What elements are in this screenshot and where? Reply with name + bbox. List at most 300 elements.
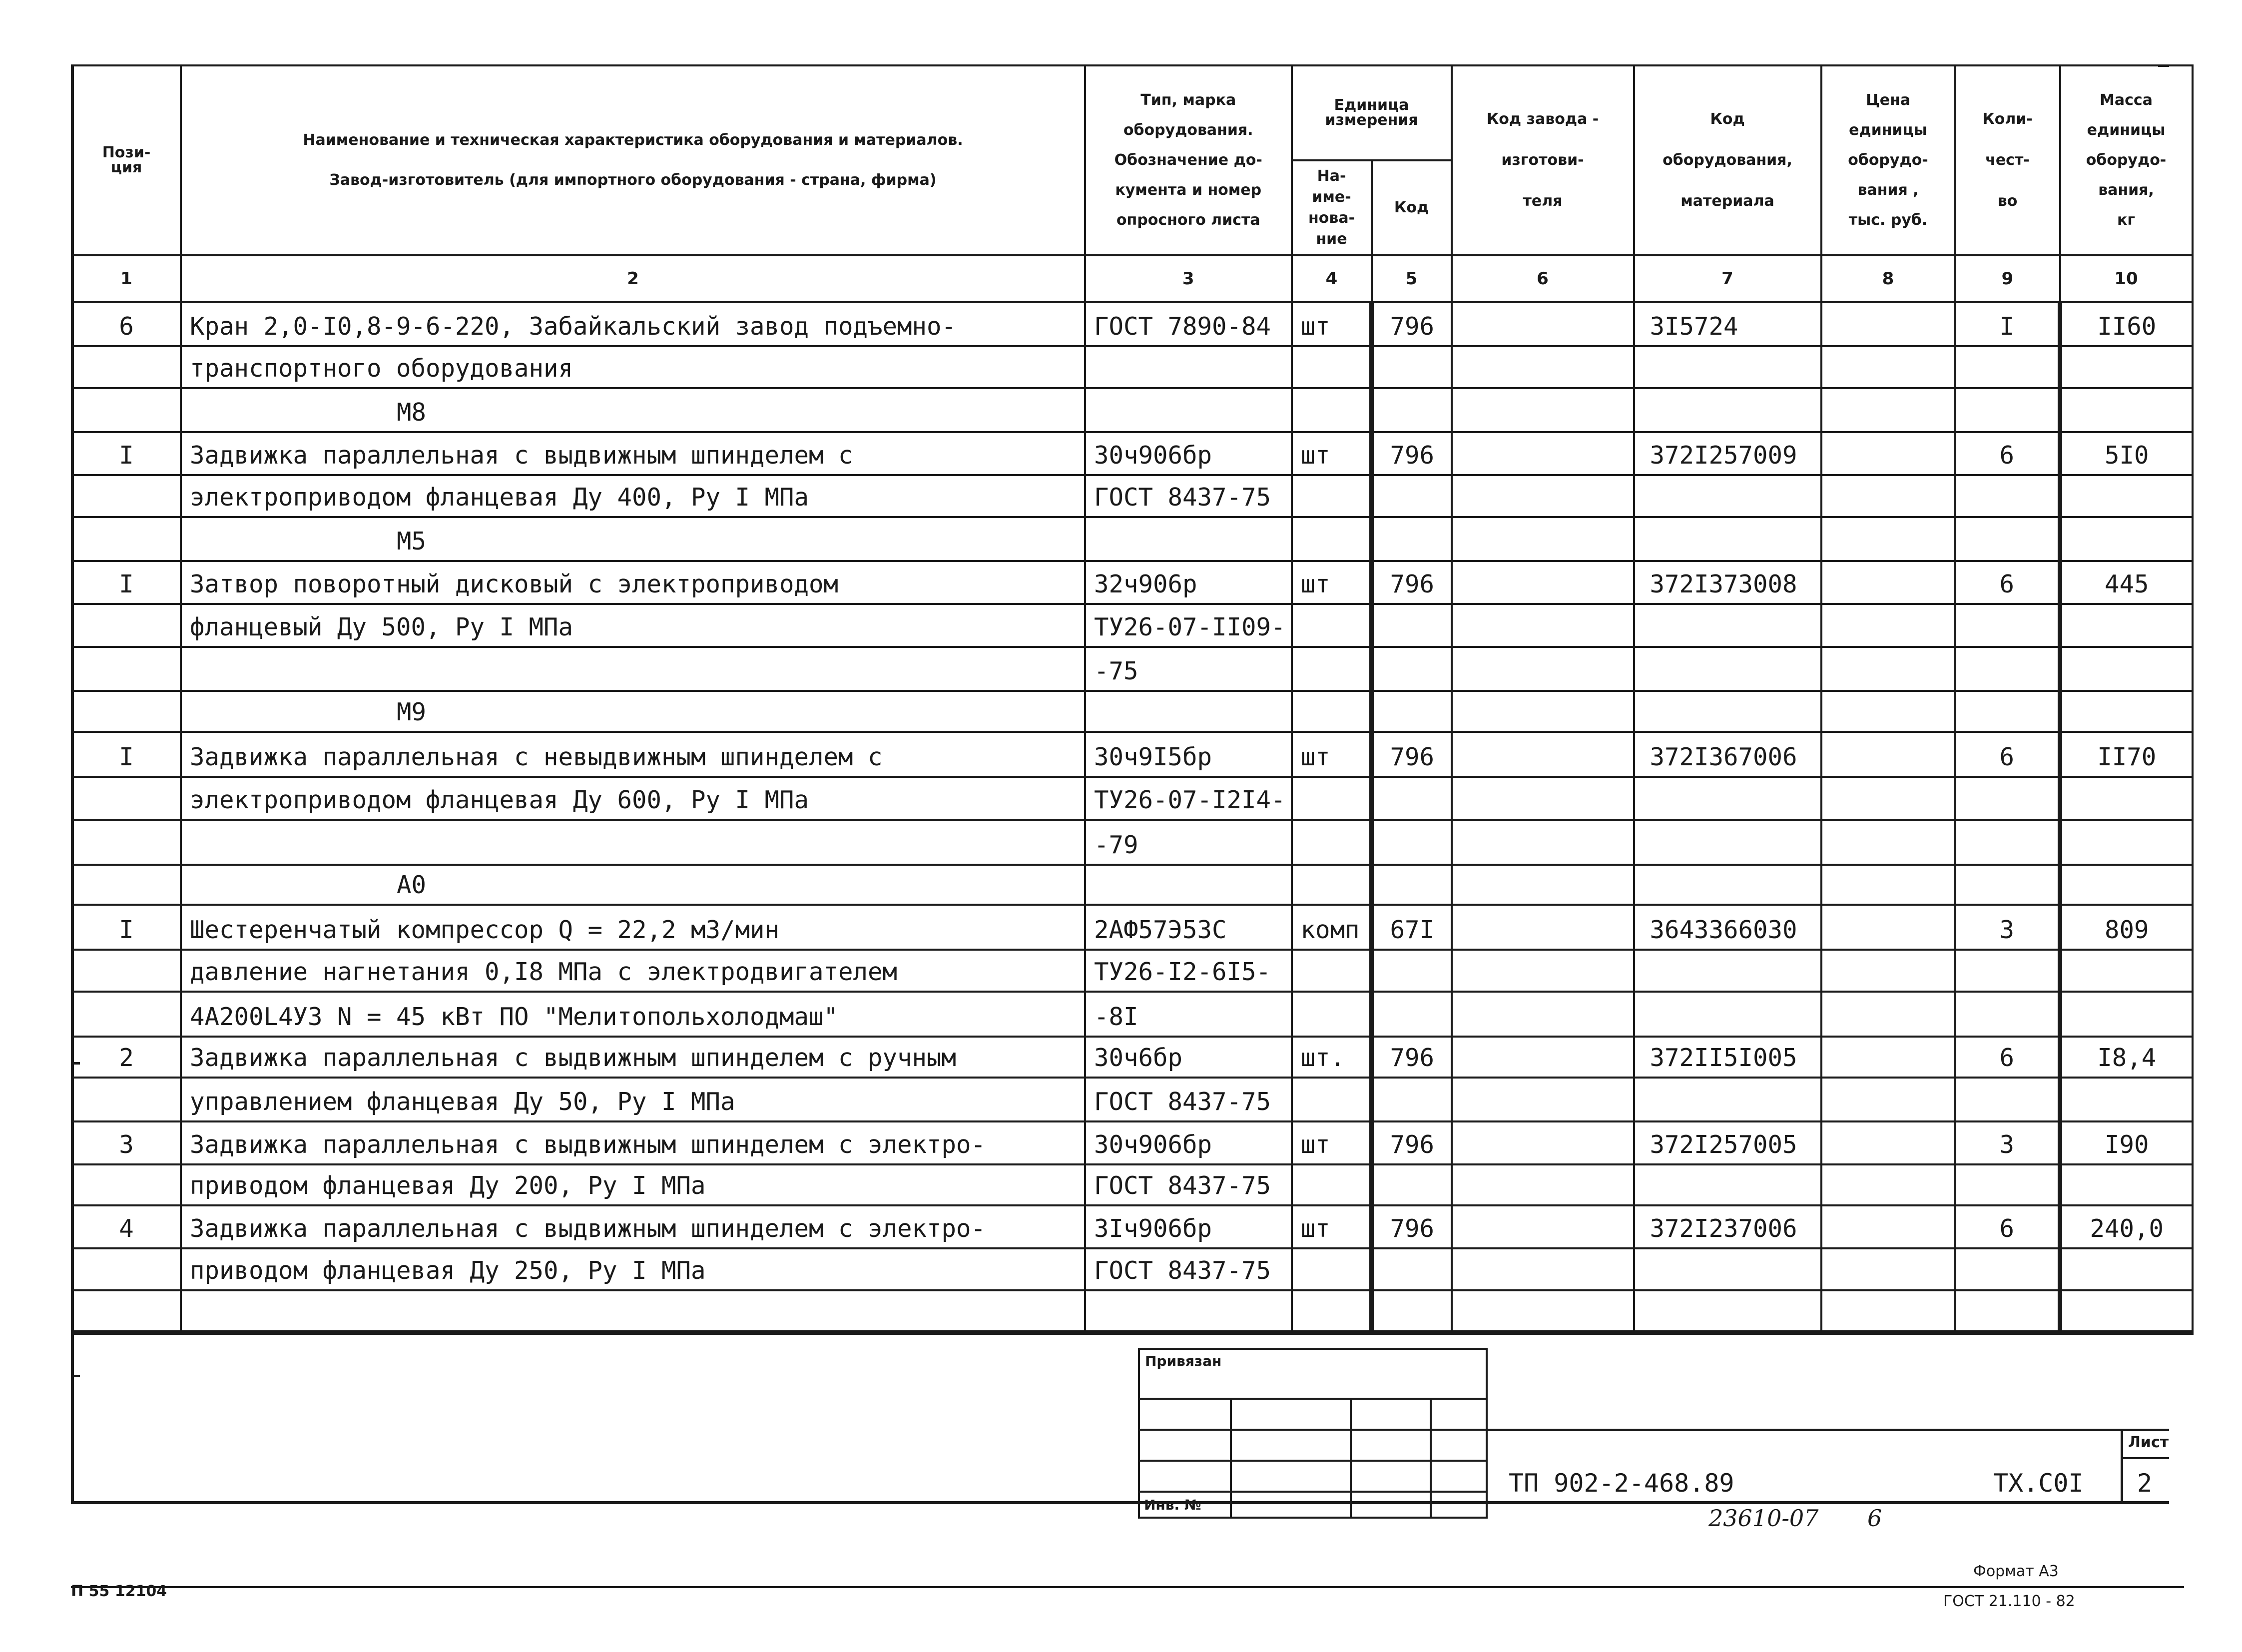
quantity-cell: 6	[1955, 1037, 2060, 1078]
price-cell	[1821, 950, 1955, 992]
header-plant-code: Код завода - изготови- теля	[1452, 65, 1634, 255]
unit-code-cell: 796	[1372, 732, 1452, 777]
quantity-cell	[1955, 604, 2060, 647]
name-cell: давление нагнетания 0,I8 МПа с электродвигателем	[181, 950, 1085, 992]
column-number: 7	[1634, 255, 1821, 302]
price-cell	[1821, 691, 1955, 732]
quantity-cell: 3	[1955, 905, 2060, 950]
type-cell: 2АФ57Э53С	[1085, 905, 1292, 950]
header-unit-price: Цена единицы оборудо- вания , тыс. руб.	[1821, 65, 1955, 255]
equipment-code-cell	[1634, 865, 1821, 905]
position-cell: 4	[72, 1205, 181, 1248]
name-cell: электроприводом фланцевая Ду 600, Ру I МПа	[181, 777, 1085, 820]
header-equipment-code: Код оборудования, материала	[1634, 65, 1821, 255]
position-cell: I	[72, 905, 181, 950]
mass-cell	[2060, 992, 2193, 1037]
unit-code-cell: 796	[1372, 302, 1452, 346]
plant-code-cell	[1452, 865, 1634, 905]
table-row	[72, 302, 2193, 346]
unit-code-cell	[1372, 1290, 1452, 1332]
unit-name-cell	[1292, 346, 1372, 388]
unit-name-cell	[1292, 865, 1372, 905]
position-cell: I	[72, 432, 181, 475]
handwritten-page: 6	[1867, 1505, 1882, 1532]
table-row	[72, 647, 2193, 691]
stamp-cell	[1139, 1399, 1231, 1430]
stamp-cell	[1431, 1461, 1487, 1492]
stamp-cell	[1231, 1492, 1351, 1518]
plant-code-cell	[1452, 1037, 1634, 1078]
price-cell	[1821, 604, 1955, 647]
price-cell	[1821, 1290, 1955, 1332]
unit-code-cell	[1372, 346, 1452, 388]
unit-name-cell: шт	[1292, 732, 1372, 777]
unit-code-cell	[1372, 1164, 1452, 1205]
name-cell: Кран 2,0-I0,8-9-6-220, Забайкальский завод подъемно-	[181, 302, 1085, 346]
position-cell	[72, 604, 181, 647]
table-row	[72, 1164, 2193, 1205]
price-cell	[1821, 992, 1955, 1037]
plant-code-cell	[1452, 1290, 1634, 1332]
table-row	[72, 992, 2193, 1037]
mass-cell: I8,4	[2060, 1037, 2193, 1078]
mass-cell: 5I0	[2060, 432, 2193, 475]
unit-code-cell	[1372, 1078, 1452, 1121]
equipment-code-cell	[1634, 647, 1821, 691]
plant-code-cell	[1452, 1121, 1634, 1164]
header-type: Тип, марка оборудования. Обозначение до- кумента и номер опросного листа	[1085, 65, 1292, 255]
unit-code-cell	[1372, 475, 1452, 517]
type-cell: -8I	[1085, 992, 1292, 1037]
name-cell	[181, 820, 1085, 865]
price-cell	[1821, 346, 1955, 388]
name-cell: Задвижка параллельная с выдвижным шпинделем с ручным	[181, 1037, 1085, 1078]
unit-code-cell	[1372, 604, 1452, 647]
position-cell	[72, 820, 181, 865]
unit-code-cell	[1372, 777, 1452, 820]
type-cell: 30ч9I5бр	[1085, 732, 1292, 777]
type-cell: -79	[1085, 820, 1292, 865]
unit-name-cell: шт.	[1292, 1037, 1372, 1078]
table-row	[72, 905, 2193, 950]
price-cell	[1821, 475, 1955, 517]
unit-name-cell	[1292, 992, 1372, 1037]
type-cell	[1085, 865, 1292, 905]
position-cell: I	[72, 732, 181, 777]
column-number: 2	[181, 255, 1085, 302]
equipment-code-cell: 372I373008	[1634, 561, 1821, 604]
quantity-cell: 6	[1955, 1205, 2060, 1248]
mass-cell	[2060, 647, 2193, 691]
unit-code-cell: 796	[1372, 1205, 1452, 1248]
mass-cell	[2060, 1164, 2193, 1205]
column-number: 1	[72, 255, 181, 302]
equipment-code-cell: 372I257009	[1634, 432, 1821, 475]
margin-tick	[71, 1375, 80, 1377]
table-row	[72, 865, 2193, 905]
plant-code-cell	[1452, 1078, 1634, 1121]
position-cell: I	[72, 561, 181, 604]
mass-cell	[2060, 475, 2193, 517]
unit-code-cell: 796	[1372, 1121, 1452, 1164]
equipment-code-cell	[1634, 388, 1821, 432]
stamp-cell	[1431, 1492, 1487, 1518]
unit-name-cell	[1292, 950, 1372, 992]
mass-cell	[2060, 777, 2193, 820]
plant-code-cell	[1452, 604, 1634, 647]
table-row	[72, 1248, 2193, 1290]
specification-table	[71, 64, 2194, 1335]
mass-cell	[2060, 604, 2193, 647]
table-row	[72, 732, 2193, 777]
stamp-cell	[1139, 1461, 1231, 1492]
header-unit-mass: Масса единицы оборудо- вания, кг	[2060, 65, 2193, 255]
price-cell	[1821, 432, 1955, 475]
unit-name-cell: шт	[1292, 1205, 1372, 1248]
quantity-cell	[1955, 1290, 2060, 1332]
name-cell	[181, 647, 1085, 691]
plant-code-cell	[1452, 517, 1634, 561]
equipment-code-cell: 372I367006	[1634, 732, 1821, 777]
header-quantity: Коли- чест- во	[1955, 65, 2060, 255]
plant-code-cell	[1452, 302, 1634, 346]
unit-name-cell	[1292, 777, 1372, 820]
mass-cell: 240,0	[2060, 1205, 2193, 1248]
section-code: ТХ.С0I	[1993, 1469, 2084, 1498]
unit-code-cell	[1372, 517, 1452, 561]
table-row	[72, 1078, 2193, 1121]
type-cell: ГОСТ 8437-75	[1085, 1078, 1292, 1121]
plant-code-cell	[1452, 388, 1634, 432]
stamp-inventory-label: Инв. №	[1139, 1492, 1231, 1518]
format-label: Формат А3	[1973, 1563, 2059, 1580]
mass-cell: II70	[2060, 732, 2193, 777]
type-cell: 30ч6бр	[1085, 1037, 1292, 1078]
plant-code-cell	[1452, 1205, 1634, 1248]
position-cell: 2	[72, 1037, 181, 1078]
position-cell	[72, 691, 181, 732]
quantity-cell	[1955, 475, 2060, 517]
stamp-cell	[1231, 1461, 1351, 1492]
equipment-code-cell	[1634, 1248, 1821, 1290]
mass-cell: 445	[2060, 561, 2193, 604]
quantity-cell: 3	[1955, 1121, 2060, 1164]
type-cell	[1085, 517, 1292, 561]
price-cell	[1821, 1248, 1955, 1290]
price-cell	[1821, 732, 1955, 777]
column-number: 3	[1085, 255, 1292, 302]
mass-cell	[2060, 1078, 2193, 1121]
column-number: 9	[1955, 255, 2060, 302]
quantity-cell	[1955, 388, 2060, 432]
price-cell	[1821, 865, 1955, 905]
plant-code-cell	[1452, 691, 1634, 732]
unit-code-cell: 796	[1372, 561, 1452, 604]
table-row	[72, 432, 2193, 475]
name-cell: приводом фланцевая Ду 200, Ру I МПа	[181, 1164, 1085, 1205]
quantity-cell	[1955, 517, 2060, 561]
name-cell: 4А200L4У3 N = 45 кВт ПО "Мелитопольхолодмаш"	[181, 992, 1085, 1037]
name-cell: Задвижка параллельная с выдвижным шпинделем с электро-	[181, 1121, 1085, 1164]
plant-code-cell	[1452, 647, 1634, 691]
mass-cell	[2060, 865, 2193, 905]
plant-code-cell	[1452, 475, 1634, 517]
type-cell: ТУ26-I2-6I5-	[1085, 950, 1292, 992]
position-cell	[72, 346, 181, 388]
unit-code-cell	[1372, 992, 1452, 1037]
unit-code-cell	[1372, 647, 1452, 691]
price-cell	[1821, 905, 1955, 950]
unit-code-cell	[1372, 388, 1452, 432]
equipment-code-cell	[1634, 992, 1821, 1037]
table-row	[72, 1037, 2193, 1078]
table-row	[72, 691, 2193, 732]
stamp-cell	[1139, 1430, 1231, 1461]
mass-cell: 809	[2060, 905, 2193, 950]
name-cell: Задвижка параллельная с выдвижным шпинделем с	[181, 432, 1085, 475]
stamp-cell	[1231, 1399, 1351, 1430]
equipment-code-cell: 3I5724	[1634, 302, 1821, 346]
type-cell: ГОСТ 8437-75	[1085, 1248, 1292, 1290]
position-cell	[72, 1078, 181, 1121]
stamp-cell	[1351, 1492, 1431, 1518]
table-row	[72, 820, 2193, 865]
table-row	[72, 346, 2193, 388]
document-code: ТП 902-2-468.89	[1509, 1469, 1734, 1498]
unit-code-cell: 67I	[1372, 905, 1452, 950]
unit-name-cell: шт	[1292, 302, 1372, 346]
unit-name-cell	[1292, 1164, 1372, 1205]
type-cell: -75	[1085, 647, 1292, 691]
equipment-code-cell	[1634, 346, 1821, 388]
header-unit-name: На- име- нова- ние	[1292, 160, 1372, 255]
mass-cell	[2060, 1290, 2193, 1332]
position-cell	[72, 865, 181, 905]
position-cell	[72, 950, 181, 992]
mass-cell	[2060, 820, 2193, 865]
equipment-code-cell	[1634, 475, 1821, 517]
unit-name-cell: комп	[1292, 905, 1372, 950]
unit-name-cell	[1292, 820, 1372, 865]
unit-code-cell: 796	[1372, 432, 1452, 475]
plant-code-cell	[1452, 1164, 1634, 1205]
unit-name-cell: шт	[1292, 1121, 1372, 1164]
table-row	[72, 388, 2193, 432]
price-cell	[1821, 1205, 1955, 1248]
quantity-cell	[1955, 950, 2060, 992]
name-cell: фланцевый Ду 500, Ру I МПа	[181, 604, 1085, 647]
stamp-attached-label: Привязан	[1139, 1349, 1487, 1399]
sheet-box-divider	[2121, 1457, 2169, 1459]
unit-name-cell	[1292, 1248, 1372, 1290]
equipment-code-cell	[1634, 517, 1821, 561]
type-cell: 30ч906бр	[1085, 432, 1292, 475]
type-cell	[1085, 1290, 1292, 1332]
unit-name-cell	[1292, 1078, 1372, 1121]
equipment-code-cell: 372I257005	[1634, 1121, 1821, 1164]
quantity-cell	[1955, 992, 2060, 1037]
price-cell	[1821, 1164, 1955, 1205]
mass-cell: I90	[2060, 1121, 2193, 1164]
quantity-cell	[1955, 1164, 2060, 1205]
price-cell	[1821, 777, 1955, 820]
quantity-cell	[1955, 777, 2060, 820]
column-number: 10	[2060, 255, 2193, 302]
plant-code-cell	[1452, 732, 1634, 777]
quantity-cell: 6	[1955, 561, 2060, 604]
title-block-top-line	[1486, 1429, 2169, 1431]
handwritten-number: 23610-07	[1708, 1505, 1819, 1532]
price-cell	[1821, 647, 1955, 691]
position-cell	[72, 647, 181, 691]
type-cell: ТУ26-07-I2I4-	[1085, 777, 1292, 820]
unit-code-cell	[1372, 691, 1452, 732]
quantity-cell	[1955, 1078, 2060, 1121]
position-cell	[72, 1164, 181, 1205]
position-cell	[72, 1290, 181, 1332]
equipment-code-cell: 3643366030	[1634, 905, 1821, 950]
plant-code-cell	[1452, 905, 1634, 950]
unit-code-cell	[1372, 950, 1452, 992]
equipment-code-cell	[1634, 1078, 1821, 1121]
unit-name-cell	[1292, 517, 1372, 561]
name-cell	[181, 1290, 1085, 1332]
name-cell: приводом фланцевая Ду 250, Ру I МПа	[181, 1248, 1085, 1290]
plant-code-cell	[1452, 992, 1634, 1037]
price-cell	[1821, 302, 1955, 346]
header-name: Наименование и техническая характеристика оборудования и материалов. Завод-изготовитель (для импортного оборудования - страна, фирма)	[181, 65, 1085, 255]
quantity-cell	[1955, 691, 2060, 732]
price-cell	[1821, 388, 1955, 432]
quantity-cell	[1955, 346, 2060, 388]
equipment-code-cell	[1634, 1290, 1821, 1332]
unit-code-cell: 796	[1372, 1037, 1452, 1078]
plant-code-cell	[1452, 820, 1634, 865]
column-number: 5	[1372, 255, 1452, 302]
type-cell: 30ч906бр	[1085, 1121, 1292, 1164]
unit-name-cell: шт	[1292, 432, 1372, 475]
mass-cell	[2060, 388, 2193, 432]
position-cell: 3	[72, 1121, 181, 1164]
plant-code-cell	[1452, 346, 1634, 388]
position-cell	[72, 517, 181, 561]
quantity-cell	[1955, 820, 2060, 865]
table-row	[72, 1290, 2193, 1332]
position-cell	[72, 475, 181, 517]
quantity-cell	[1955, 865, 2060, 905]
table-row	[72, 517, 2193, 561]
header-unit: Единица измерения	[1292, 65, 1452, 160]
name-cell: Затвор поворотный дисковый с электроприводом	[181, 561, 1085, 604]
column-number: 6	[1452, 255, 1634, 302]
name-cell: М5	[181, 517, 1085, 561]
type-cell: ГОСТ 8437-75	[1085, 1164, 1292, 1205]
position-cell	[72, 777, 181, 820]
column-number: 4	[1292, 255, 1372, 302]
name-cell: управлением фланцевая Ду 50, Ру I МПа	[181, 1078, 1085, 1121]
type-cell: ГОСТ 7890-84	[1085, 302, 1292, 346]
unit-name-cell: шт	[1292, 561, 1372, 604]
name-cell: Задвижка параллельная с выдвижным шпинделем с электро-	[181, 1205, 1085, 1248]
plant-code-cell	[1452, 950, 1634, 992]
price-cell	[1821, 561, 1955, 604]
price-cell	[1821, 820, 1955, 865]
equipment-code-cell	[1634, 691, 1821, 732]
table-row	[72, 475, 2193, 517]
table-row	[72, 1205, 2193, 1248]
sheet-label: Лист	[2128, 1434, 2169, 1451]
unit-code-cell	[1372, 865, 1452, 905]
plant-code-cell	[1452, 432, 1634, 475]
mass-cell	[2060, 691, 2193, 732]
type-cell	[1085, 691, 1292, 732]
unit-name-cell	[1292, 388, 1372, 432]
header-unit-code: Код	[1372, 160, 1452, 255]
stamp-cell	[1231, 1430, 1351, 1461]
table-row	[72, 1121, 2193, 1164]
name-cell: Задвижка параллельная с невыдвижным шпинделем с	[181, 732, 1085, 777]
price-cell	[1821, 1037, 1955, 1078]
name-cell: Шестеренчатый компрессор Q = 22,2 м3/мин	[181, 905, 1085, 950]
stamp-cell	[1431, 1399, 1487, 1430]
print-code: П 55 12104	[71, 1583, 167, 1600]
unit-code-cell	[1372, 1248, 1452, 1290]
unit-name-cell	[1292, 604, 1372, 647]
mass-cell	[2060, 346, 2193, 388]
sheet-box-left-line	[2121, 1429, 2123, 1504]
frame-bottom-border	[71, 1501, 2169, 1504]
table-row	[72, 561, 2193, 604]
header-position: Пози- ция	[72, 65, 181, 255]
mass-cell	[2060, 517, 2193, 561]
name-cell: электроприводом фланцевая Ду 400, Ру I МПа	[181, 475, 1085, 517]
plant-code-cell	[1452, 1248, 1634, 1290]
position-cell	[72, 1248, 181, 1290]
price-cell	[1821, 1078, 1955, 1121]
unit-name-cell	[1292, 1290, 1372, 1332]
standard-label: ГОСТ 21.110 - 82	[1943, 1593, 2075, 1610]
quantity-cell	[1955, 647, 2060, 691]
table-row	[72, 604, 2193, 647]
equipment-code-cell	[1634, 777, 1821, 820]
plant-code-cell	[1452, 561, 1634, 604]
position-cell	[72, 388, 181, 432]
equipment-code-cell: 372II5I005	[1634, 1037, 1821, 1078]
unit-name-cell	[1292, 647, 1372, 691]
plant-code-cell	[1452, 777, 1634, 820]
mass-cell	[2060, 1248, 2193, 1290]
position-cell: 6	[72, 302, 181, 346]
stamp-cell	[1351, 1461, 1431, 1492]
equipment-code-cell: 372I237006	[1634, 1205, 1821, 1248]
quantity-cell	[1955, 1248, 2060, 1290]
name-cell: транспортного оборудования	[181, 346, 1085, 388]
unit-code-cell	[1372, 820, 1452, 865]
equipment-code-cell	[1634, 950, 1821, 992]
type-cell: ТУ26-07-II09-	[1085, 604, 1292, 647]
name-cell: А0	[181, 865, 1085, 905]
quantity-cell: 6	[1955, 732, 2060, 777]
equipment-code-cell	[1634, 820, 1821, 865]
price-cell	[1821, 1121, 1955, 1164]
page-bottom-rule	[71, 1586, 2184, 1588]
type-cell: 3Iч906бр	[1085, 1205, 1292, 1248]
type-cell: 32ч906р	[1085, 561, 1292, 604]
table-row	[72, 950, 2193, 992]
position-cell	[72, 992, 181, 1037]
sheet-number: 2	[2137, 1469, 2153, 1498]
unit-name-cell	[1292, 691, 1372, 732]
